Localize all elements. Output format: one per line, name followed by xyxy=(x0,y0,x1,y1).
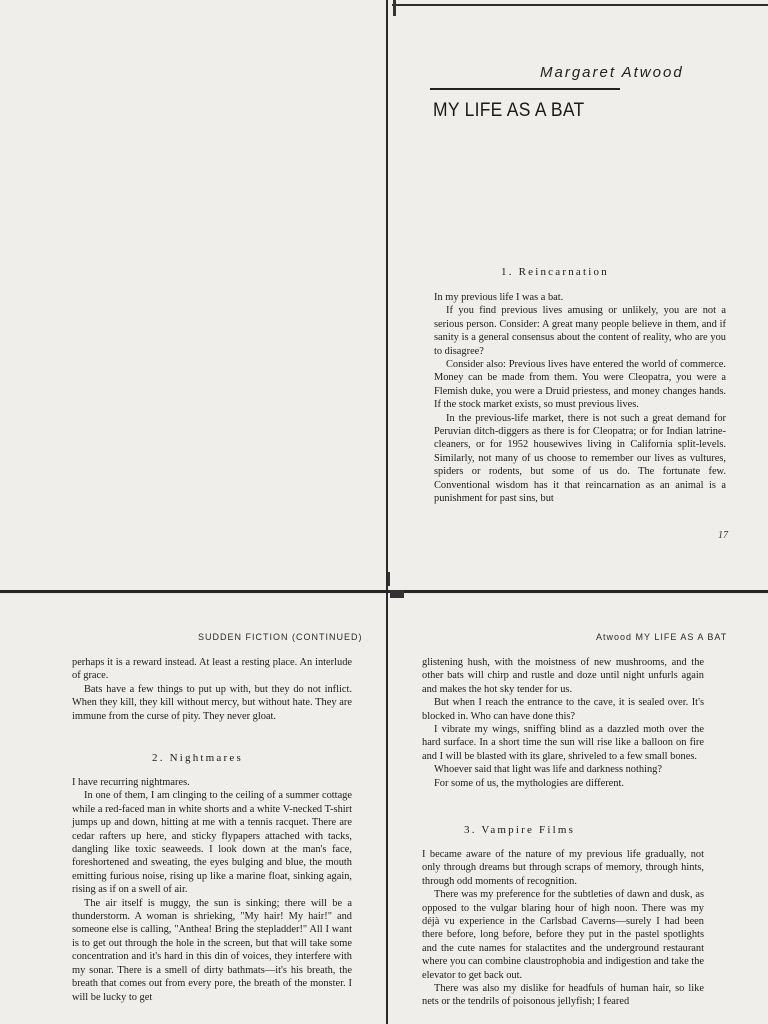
author-name: Margaret Atwood xyxy=(540,64,684,81)
paragraph: There was also my dislike for headfuls of human hair, so like nets or the tendrils of poisonous jellyfish; I feared xyxy=(422,983,704,1008)
paragraph: In the previous-life market, there is not such a great demand for Peruvian ditch-diggers as there is for Cleopatra; or for Indian latrine-cleaners, or for 1952 housewives living in California split-levels. Similarly, not many of us choose to remember our lives as vultures, spiders or rodents, but some of us do. The fortunate few. Conventional wisdom has it that reincarnation as an animal is a punishment for past sins, but xyxy=(434,412,726,505)
scan-mark xyxy=(393,0,396,16)
page-body-left-top xyxy=(72,656,352,723)
blank-left-page xyxy=(0,0,386,590)
paragraph: glistening hush, with the moistness of new mushrooms, and the other bats will chirp and rustle and doze until night unfurls again and makes the hot sky tender for us. xyxy=(422,657,704,695)
paragraph: But when I reach the entrance to the cave, it is sealed over. It's blocked in. Who can have done this? xyxy=(422,697,704,722)
paragraph: If you find previous lives amusing or unlikely, you are not a serious person. Consider: A great many people believe in them, and if sanity is a general consensus about the content of reality, who are you to disagree? xyxy=(434,305,726,357)
paragraph: I vibrate my wings, sniffing blind as a dazzled moth over the hard surface. In a short time the sun will rise like a balloon on fire and I will be blasted with its glare, shriveled to a few small bones. xyxy=(422,724,704,762)
paragraph: There was my preference for the subtleties of dawn and dusk, as opposed to the vulgar blaring hour of high noon. There was my déjà vu experience in the Carlsbad Caverns—surely I had been there before, long before, before they put in the pastel spotlights and the cute names for stalactites and the underground restaurant where you can combine claustrophobia and indigestion and take the elevator to get back out. xyxy=(422,889,704,981)
page-gutter-vertical xyxy=(386,0,388,1024)
scan-edge-line xyxy=(392,4,768,6)
right-page-bottom xyxy=(388,594,768,1024)
page-body-right-bottom xyxy=(422,848,704,1009)
left-page-bottom xyxy=(0,594,386,1024)
paragraph: The air itself is muggy, the sun is sinking; there will be a thunderstorm. A woman is shrieking, "My hair! My hair!" and someone else is calling, "Anthea! Bring the stepladder!" All I want is to get out through the hole in the screen, but that will take some concentration and it's hard in this din of voices, they interfere with my sonar. There is a smell of dirty bathmats—it's his breath, the breath that comes out from every pore, the breath of the monster. I will be lucky to get xyxy=(72,897,352,1003)
section-heading-reincarnation: 1. Reincarnation xyxy=(501,266,609,278)
running-head-right: Atwood MY LIFE AS A BAT xyxy=(596,632,728,642)
running-head-left: SUDDEN FICTION (CONTINUED) xyxy=(198,632,363,642)
scan-mark xyxy=(388,572,390,586)
page-gutter-horizontal xyxy=(0,590,768,593)
paragraph: For some of us, the mythologies are different. xyxy=(434,777,624,789)
paragraph: I became aware of the nature of my previous life gradually, not only through dreams but through scraps of memory, through hints, through odd moments of recognition. xyxy=(422,849,704,887)
page-body-left-bottom xyxy=(72,776,352,1004)
paragraph: perhaps it is a reward instead. At least a resting place. An interlude of grace. xyxy=(72,657,352,682)
paragraph: In my previous life I was a bat. xyxy=(434,292,564,303)
right-page-top xyxy=(388,0,768,590)
paragraph: Whoever said that light was life and darkness nothing? xyxy=(434,764,662,776)
section-heading-nightmares: 2. Nightmares xyxy=(152,752,243,764)
paragraph: Bats have a few things to put up with, but they do not inflict. When they kill, they kill without mercy, but without hate. They are immune from the curse of pity. They never gloat. xyxy=(72,683,352,722)
page-number: 17 xyxy=(718,530,728,541)
reincarnation-body xyxy=(434,291,726,506)
scan-mark xyxy=(390,590,404,598)
section-heading-vampire-films: 3. Vampire Films xyxy=(464,824,576,836)
page-body-right-top xyxy=(422,656,704,790)
story-title: MY LIFE AS A BAT xyxy=(433,100,585,121)
paragraph: In one of them, I am clinging to the ceiling of a summer cottage while a red-faced man in white shorts and a white V-necked T-shirt jumps up and down, hitting at me with a tennis racquet. There are cedar rafters up here, and sticky flypapers attached with tacks, dangling like toxic seaweeds. I look down at the man's face, foreshortened and sweating, the eyes bulging and blue, the mouth emitting furious noise, rising up like a marine float, sinking again, rising as if on a swell of air. xyxy=(72,790,352,896)
paragraph: Consider also: Previous lives have entered the world of commerce. Money can be made from them. You were Cleopatra, you were a Flemish duke, you were a Druid priestess, and money changes hands. If the stock market exists, so must previous lives. xyxy=(434,359,726,411)
title-rule xyxy=(430,88,620,90)
paragraph: I have recurring nightmares. xyxy=(72,777,190,788)
